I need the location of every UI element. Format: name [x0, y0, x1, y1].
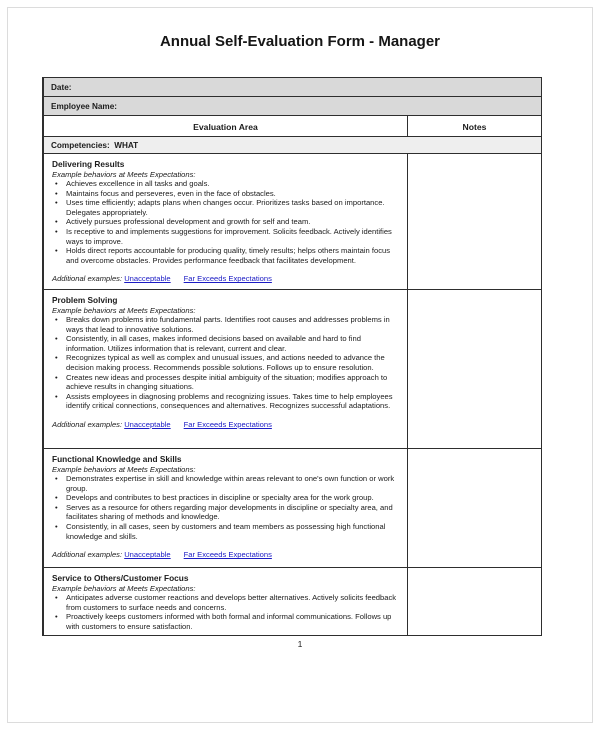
additional-examples-label: Additional examples:: [52, 274, 123, 284]
section-content: [44, 154, 407, 289]
unacceptable-link[interactable]: Unacceptable: [124, 550, 171, 560]
bullet-item: [52, 353, 399, 372]
notes-cell: [407, 290, 541, 448]
notes-cell: [407, 449, 541, 567]
competencies-row: Competencies: WHAT: [44, 137, 541, 154]
section-title: Problem Solving: [52, 295, 118, 305]
bullet-marker: •: [55, 315, 58, 325]
bullet-item: [52, 198, 399, 217]
unacceptable-link[interactable]: Unacceptable: [124, 274, 171, 284]
section-content: [44, 568, 407, 635]
bullet-text: Actively pursues professional development and growth for self and team.: [66, 217, 311, 227]
column-header-notes: Notes: [407, 116, 541, 136]
bullet-text: Recognizes typical as well as complex and unusual issues, and actions needed to advance the decision making process. Recommends possible solutions. Follows up to ensure resolution.: [66, 353, 385, 373]
bullet-text: Consistently, in all cases, makes informed decisions based on available and hard to find information. Utilizes information that is relevant, current and clear.: [66, 334, 361, 353]
bullet-marker: •: [55, 612, 58, 622]
bullet-text: Proactively keeps customers informed with both formal and informal communications. Follows up with customers to ensure satisfaction.: [66, 612, 392, 631]
additional-examples-line: [52, 274, 399, 284]
bullet-text: Serves as a resource for others regarding major developments in discipline or specialty area, and facilitates sharing of methods and knowledge.: [66, 502, 393, 522]
bullet-text: Consistently, in all cases, seen by customers and team members as possessing high functional knowledge and skills.: [66, 522, 386, 541]
section-title: Functional Knowledge and Skills: [52, 454, 182, 464]
bullet-marker: •: [55, 391, 58, 401]
far-exceeds-expectations-link[interactable]: Far Exceeds Expectations: [183, 274, 272, 284]
bullet-item: [52, 315, 399, 334]
section-title: Delivering Results: [52, 159, 125, 169]
example-behaviors-label: Example behaviors at Meets Expectations:: [52, 583, 196, 593]
bullet-item: [52, 503, 399, 522]
section-content: [44, 449, 407, 567]
bullet-item: [52, 493, 399, 503]
bullet-item: [52, 392, 399, 411]
sections-container: [44, 154, 541, 635]
bullet-marker: •: [55, 593, 58, 603]
section-row: [44, 568, 541, 635]
bullet-text: Achieves excellence in all tasks and goals.: [66, 179, 210, 189]
bullet-marker: •: [55, 522, 58, 532]
far-exceeds-expectations-link[interactable]: Far Exceeds Expectations: [183, 420, 272, 430]
section-row: [44, 154, 541, 290]
bullet-marker: •: [55, 217, 58, 227]
bullet-item: [52, 522, 399, 541]
bullet-text: Holds direct reports accountable for producing quality, timely results; helps others maintain focus and overcome obstacles. Provides performance feedback that facilitates development.: [66, 246, 391, 265]
section-content: [44, 290, 407, 448]
column-header-evaluation-area: Evaluation Area: [193, 122, 258, 132]
bullet-text: Is receptive to and implements suggestions for improvement. Solicits feedback. Actively identifies ways to improve.: [66, 227, 392, 246]
bullet-marker: •: [55, 353, 58, 363]
additional-examples-line: [52, 550, 399, 560]
bullet-marker: •: [55, 246, 58, 256]
bullet-marker: •: [55, 198, 58, 208]
bullet-text: Creates new ideas and processes despite initial ambiguity of the situation; modifies approach to achieve results in changing situations.: [66, 372, 388, 392]
bullet-text: Anticipates adverse customer reactions and develops better alternatives. Actively solicits feedback from customers to surface needs and concerns.: [66, 593, 397, 612]
bullet-marker: •: [55, 502, 58, 512]
bullet-item: [52, 246, 399, 265]
bullet-marker: •: [55, 493, 58, 503]
bullet-text: Breaks down problems into fundamental parts. Identifies root causes and addresses problems in ways that lead to innovative solutions.: [66, 315, 390, 334]
section-title: Service to Others/Customer Focus: [52, 573, 189, 583]
example-behaviors-label: Example behaviors at Meets Expectations:: [52, 169, 196, 179]
bullet-item: [52, 334, 399, 353]
bullet-item: [52, 474, 399, 493]
bullet-marker: •: [55, 474, 58, 484]
bullet-marker: •: [55, 179, 58, 189]
table-header-row: [44, 116, 541, 137]
notes-cell: [407, 568, 541, 635]
bullet-marker: •: [55, 372, 58, 382]
bullet-text: Assists employees in diagnosing problems and recognizing issues. Takes time to help employees identify critical connections, consequences and alternatives. Recognizes successful adaptations.: [66, 391, 393, 411]
bullet-item: [52, 227, 399, 246]
bullet-marker: •: [55, 334, 58, 344]
evaluation-table: [42, 77, 542, 636]
page-number: 1: [297, 639, 303, 649]
additional-examples-line: [52, 420, 399, 430]
bullet-text: Uses time efficiently; adapts plans when changes occur. Prioritizes tasks based on importance. Delegates appropriately.: [66, 198, 385, 217]
bullet-marker: •: [55, 227, 58, 237]
example-behaviors-label: Example behaviors at Meets Expectations:: [52, 464, 196, 474]
bullet-item: [52, 373, 399, 392]
bullet-text: Develops and contributes to best practices in discipline or specialty area for the work group.: [66, 493, 374, 503]
bullet-marker: •: [55, 188, 58, 198]
bullet-item: [52, 593, 399, 612]
example-behaviors-label: Example behaviors at Meets Expectations:: [52, 305, 196, 315]
bullet-item: [52, 217, 399, 227]
bullet-item: [52, 612, 399, 631]
far-exceeds-expectations-link[interactable]: Far Exceeds Expectations: [183, 550, 272, 560]
bullet-item: [52, 189, 399, 199]
bullet-item: [52, 179, 399, 189]
bullet-text: Demonstrates expertise in skill and knowledge within areas relevant to one's own function or work group.: [66, 474, 395, 493]
bullet-text: Maintains focus and perseveres, even in the face of obstacles.: [66, 188, 276, 198]
unacceptable-link[interactable]: Unacceptable: [124, 420, 171, 430]
additional-examples-label: Additional examples:: [52, 550, 123, 560]
employee-name-row: Employee Name:: [44, 97, 541, 116]
page-title: Annual Self-Evaluation Form - Manager: [159, 33, 441, 50]
section-row: [44, 290, 541, 449]
section-row: [44, 449, 541, 568]
notes-cell: [407, 154, 541, 289]
date-row: Date:: [44, 78, 541, 97]
additional-examples-label: Additional examples:: [52, 420, 123, 430]
